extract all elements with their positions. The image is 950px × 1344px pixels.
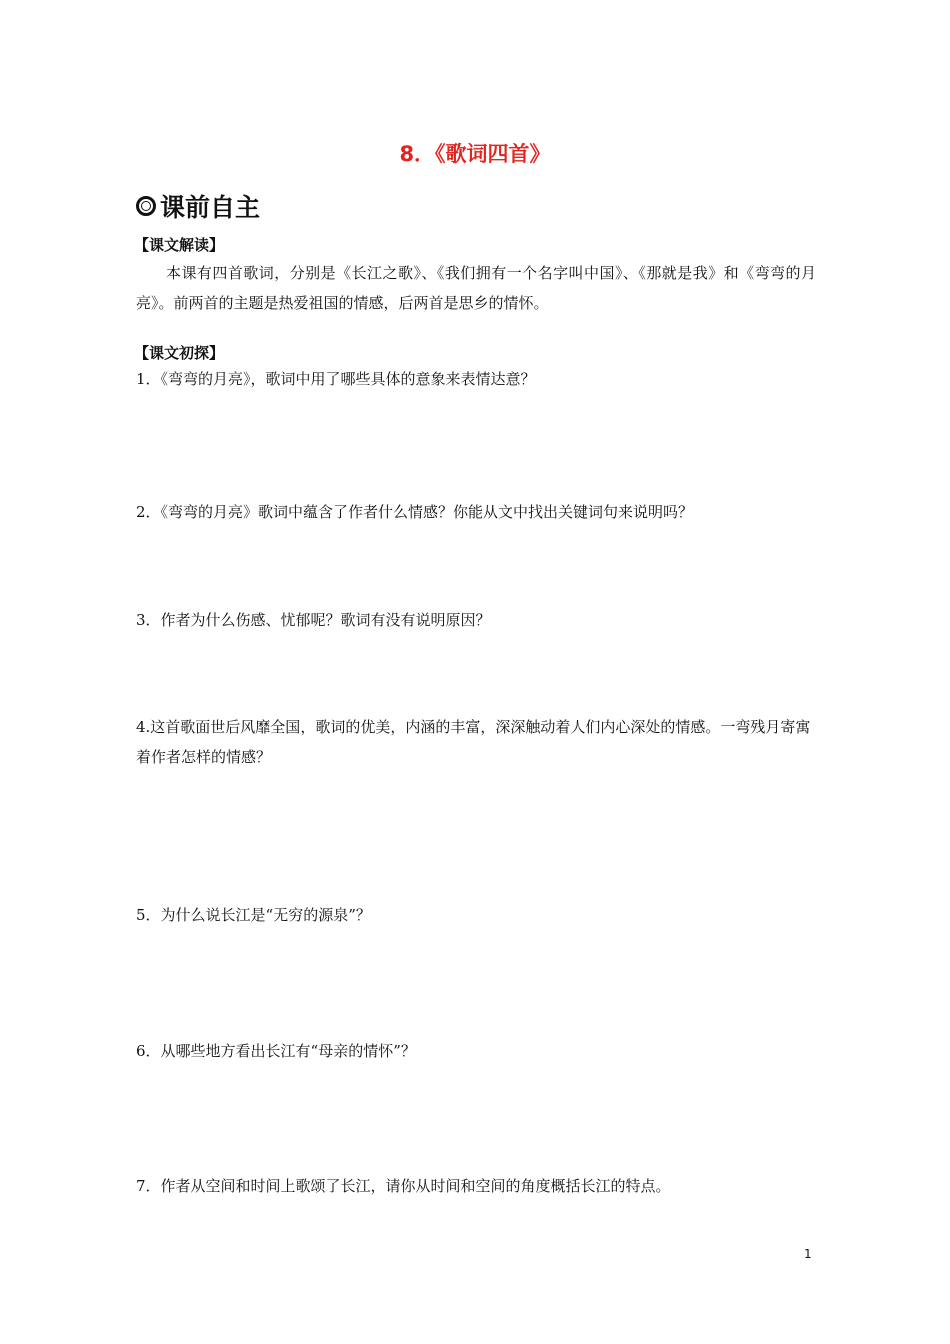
question-7: 7．作者从空间和时间上歌颂了长江，请你从时间和空间的角度概括长江的特点。 xyxy=(136,1177,671,1195)
section-heading-text: 课前自主 xyxy=(160,193,261,222)
intro-paragraph: 本课有四首歌词，分别是《长江之歌》、《我们拥有一个名字叫中国》、《那就是我》和《弯弯的月亮》。前两首的主题是热爱祖国的情感，后两首是思乡的情怀。 xyxy=(136,264,816,312)
question-5: 5．为什么说长江是“无穷的源泉”？ xyxy=(136,906,371,924)
question-6: 6．从哪些地方看出长江有“母亲的情怀”？ xyxy=(136,1042,416,1060)
document-title: 8．《歌词四首》 xyxy=(399,142,551,166)
question-1: 1．《弯弯的月亮》，歌词中用了哪些具体的意象来表情达意？ xyxy=(136,370,536,388)
reading-label: 【课文解读】 xyxy=(134,236,225,254)
question-4: 4.这首歌面世后风靡全国，歌词的优美，内涵的丰富，深深触动着人们内心深处的情感。一弯残月寄寓着作者怎样的情感？ xyxy=(136,718,811,766)
explore-label: 【课文初探】 xyxy=(134,344,225,362)
page-number: 1 xyxy=(804,1247,812,1261)
section-heading xyxy=(136,188,260,224)
question-3: 3．作者为什么伤感、忧郁呢？歌词有没有说明原因？ xyxy=(136,611,491,629)
double-circle-icon xyxy=(136,196,156,216)
question-2: 2．《弯弯的月亮》歌词中蕴含了作者什么情感？你能从文中找出关键词句来说明吗？ xyxy=(136,503,694,521)
